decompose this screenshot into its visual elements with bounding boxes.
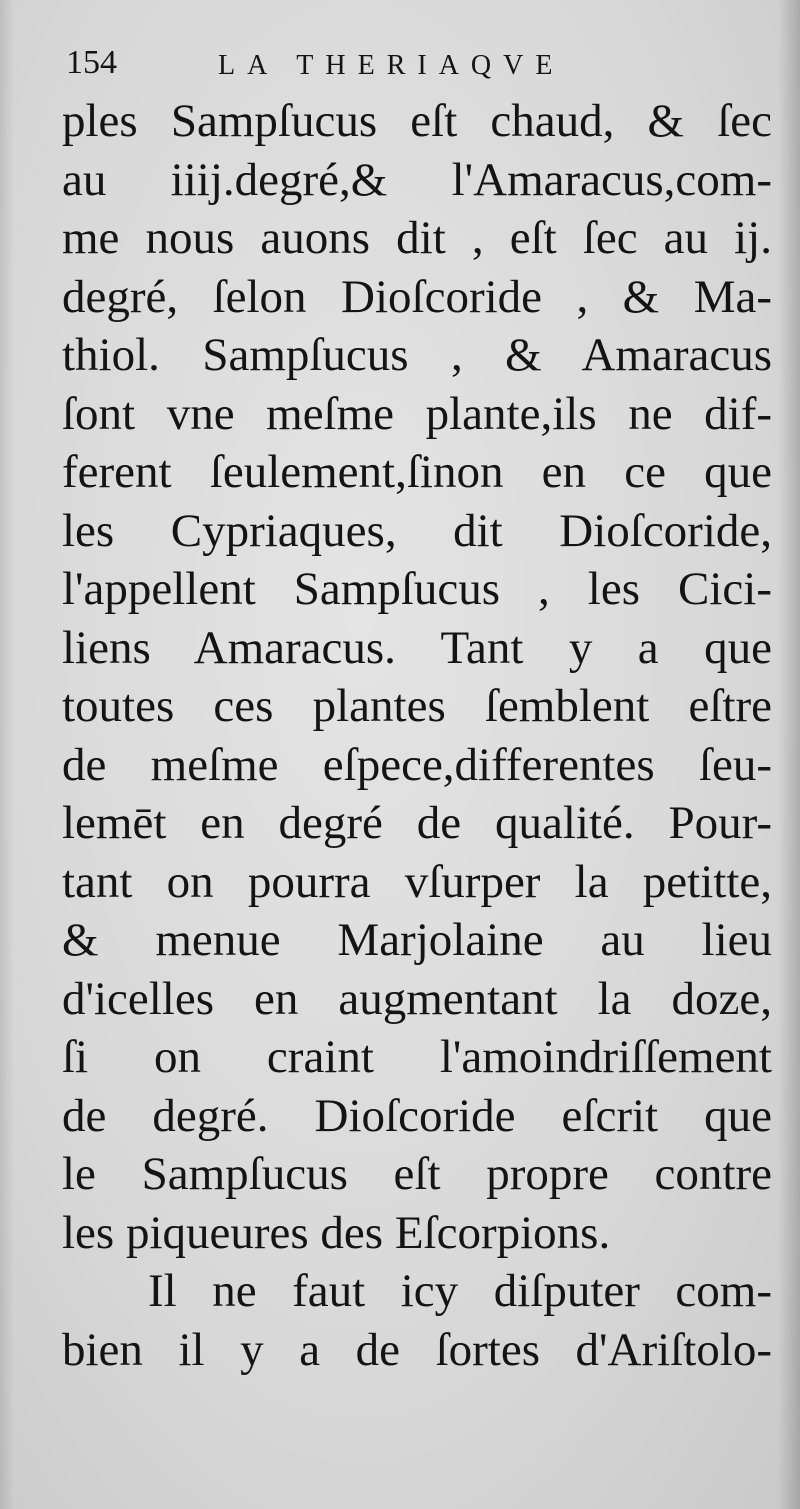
- running-head: LA THERIAQVE: [218, 50, 565, 81]
- text-line: les Cypriaques, dit Dioſcoride,: [62, 504, 772, 557]
- text-line: l'appellent Sampſucus , les Cici-: [62, 563, 772, 615]
- text-line: ples Sampſucus eſt chaud, & ſec: [62, 95, 772, 147]
- text-line: au iiij.degré,& l'Amaracus,com-: [62, 153, 772, 206]
- text-line: me nous auons dit , eſt ſec au ij.: [62, 212, 772, 264]
- text-line: & menue Marjolaine au lieu: [62, 914, 772, 966]
- page-gutter-shadow: [0, 0, 14, 1509]
- text-line: bien il y a de ſortes d'Ariſtolo-: [62, 1323, 772, 1376]
- text-line: ferent ſeulement,ſinon en ce que: [62, 446, 772, 498]
- text-line: ſi on craint l'amoindriſſement: [62, 1031, 772, 1083]
- text-line: de meſme eſpece,differentes ſeu-: [62, 738, 772, 791]
- text-line: liens Amaracus. Tant y a que: [62, 621, 772, 674]
- page-header: [66, 40, 770, 96]
- text-line: lemēt en degré de qualité. Pour-: [62, 797, 772, 849]
- text-line: toutes ces plantes ſemblent eſtre: [62, 680, 772, 732]
- text-line: de degré. Dioſcoride eſcrit que: [62, 1089, 772, 1142]
- text-line: ſont vne meſme plante,ils ne dif-: [62, 387, 772, 440]
- paragraph-start-line: Il ne faut icy diſputer com-: [148, 1265, 772, 1317]
- text-line: tant on pourra vſurper la petitte,: [62, 855, 772, 908]
- page-number: 154: [66, 44, 117, 81]
- paragraph-end-line: les piqueures des Eſcorpions.: [62, 1206, 611, 1259]
- body-text: [62, 92, 772, 1379]
- text-line: thiol. Sampſucus , & Amaracus: [62, 329, 772, 381]
- text-line: d'icelles en augmentant la doze,: [62, 972, 772, 1025]
- text-line: le Sampſucus eſt propre contre: [62, 1148, 772, 1200]
- text-line: degré, ſelon Dioſcoride , & Ma-: [62, 270, 772, 323]
- page-edge-shadow: [778, 0, 800, 1509]
